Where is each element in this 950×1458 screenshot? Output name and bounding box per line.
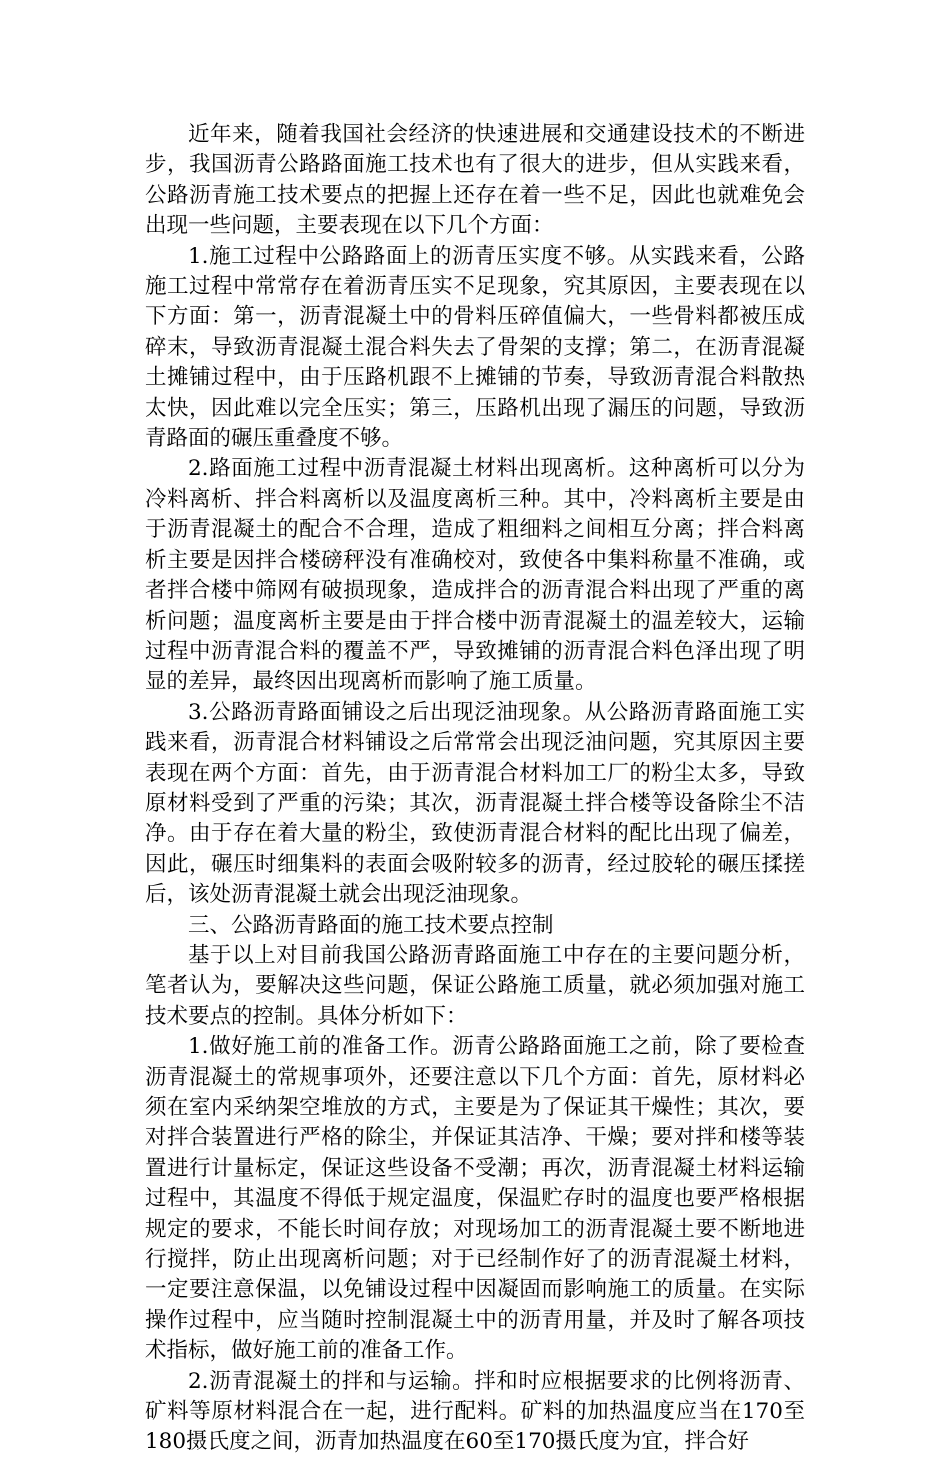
bleeding-issue-paragraph: 3.公路沥青路面铺设之后出现泛油现象。从公路沥青路面施工实践来看，沥青混合材料铺设之后常常会出现泛油问题，究其原因主要表现在两个方面：首先，由于沥青混合材料加工厂的粉尘太多，导致原材料受到了严重的污染；其次，沥青混凝土拌合楼等设备除尘不洁净。由于存在着大量的粉尘，致使沥青混合材料的配比出现了偏差，因此，碾压时细集料的表面会吸附较多的沥青，经过胶轮的碾压揉搓后，该处沥青混凝土就会出现泛油现象。 (145, 699, 805, 908)
intro-paragraph: 近年来，随着我国社会经济的快速进展和交通建设技术的不断进步，我国沥青公路路面施工技术也有了很大的进步，但从实践来看，公路沥青施工技术要点的把握上还存在着一些不足，因此也就难免会出现一些问题，主要表现在以下几个方面： (145, 122, 805, 239)
compaction-issue-paragraph: 1.施工过程中公路路面上的沥青压实度不够。从实践来看，公路施工过程中常常存在着沥青压实不足现象，究其原因，主要表现在以下方面：第一，沥青混凝土中的骨料压碎值偏大，一些骨料都被压成碎末，导致沥青混凝土混合料失去了骨架的支撑；第二，在沥青混凝土摊铺过程中，由于压路机跟不上摊铺的节奏，导致沥青混合料散热太快，因此难以完全压实；第三，压路机出现了漏压的问题，导致沥青路面的碾压重叠度不够。 (145, 243, 805, 452)
preparation-paragraph: 1.做好施工前的准备工作。沥青公路路面施工之前，除了要检查沥青混凝土的常规事项外，还要注意以下几个方面：首先，原材料必须在室内采纳架空堆放的方式，主要是为了保证其干燥性；其次，要对拌合装置进行严格的除尘，并保证其洁净、干燥；要对拌和楼等装置进行计量标定，保证这些设备不受潮；再次，沥青混凝土材料运输过程中，其温度不得低于规定温度，保温贮存时的温度也要严格根据规定的要求，不能长时间存放；对现场加工的沥青混凝土要不断地进行搅拌，防止出现离析问题；对于已经制作好了的沥青混凝土材料，一定要注意保温，以免铺设过程中因凝固而影响施工的质量。在实际操作过程中，应当随时控制混凝土中的沥青用量，并及时了解各项技术指标，做好施工前的准备工作。 (145, 1034, 805, 1364)
mixing-transport-paragraph: 2.沥青混凝土的拌和与运输。拌和时应根据要求的比例将沥青、矿料等原材料混合在一起，进行配料。矿料的加热温度应当在170至180摄氏度之间，沥青加热温度在60至170摄氏度为宜，拌合好 (145, 1368, 805, 1455)
document-page (145, 120, 805, 1458)
section-heading: 三、公路沥青路面的施工技术要点控制 (188, 912, 554, 938)
section-intro-paragraph: 基于以上对目前我国公路沥青路面施工中存在的主要问题分析，笔者认为，要解决这些问题，保证公路施工质量，就必须加强对施工技术要点的控制。具体分析如下： (145, 942, 805, 1029)
segregation-issue-paragraph: 2.路面施工过程中沥青混凝土材料出现离析。这种离析可以分为冷料离析、拌合料离析以及温度离析三种。其中，冷料离析主要是由于沥青混凝土的配合不合理，造成了粗细料之间相互分离；拌合料离析主要是因拌合楼磅秤没有准确校对，致使各中集料称量不准确，或者拌合楼中筛网有破损现象，造成拌合的沥青混合料出现了严重的离析问题；温度离析主要是由于拌合楼中沥青混凝土的温差较大，运输过程中沥青混合料的覆盖不严，导致摊铺的沥青混合料色泽出现了明显的差异，最终因出现离析而影响了施工质量。 (145, 456, 805, 695)
